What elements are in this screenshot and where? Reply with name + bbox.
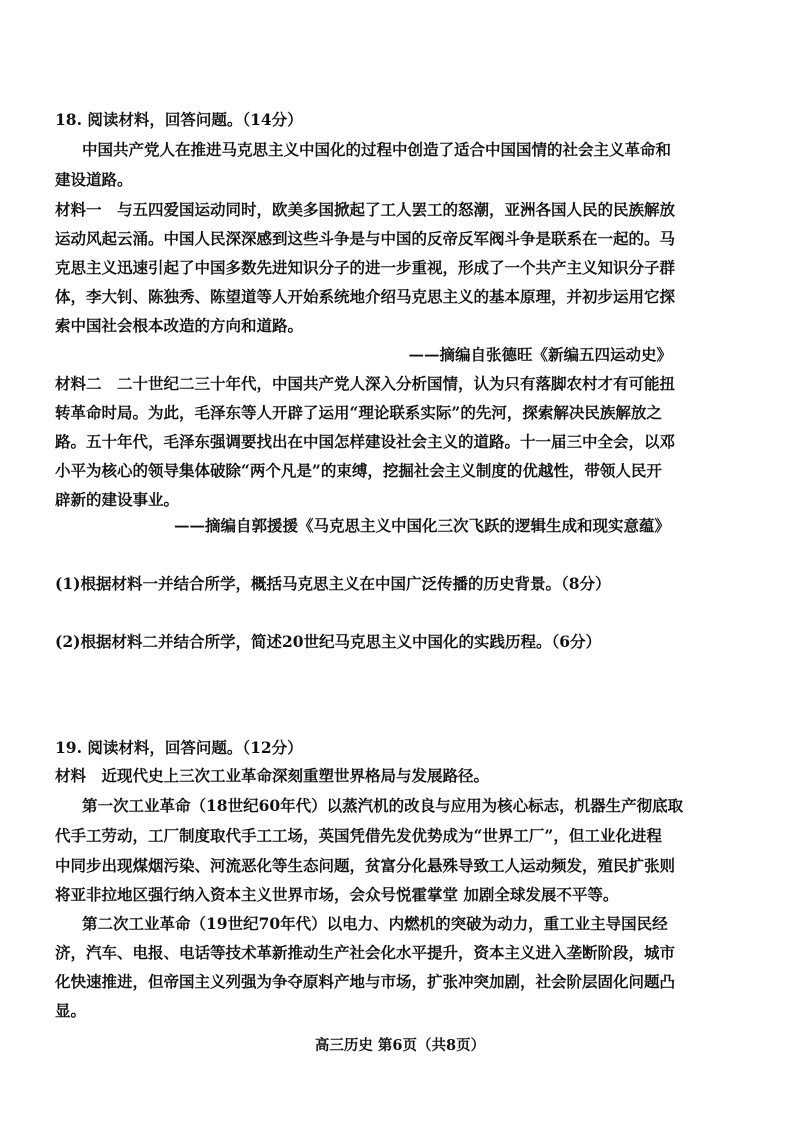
material1-line: 克思主义迅速引起了中国多数先进知识分子的进一步重视，形成了一个共产主义知识分子群 <box>55 258 676 277</box>
material2-line: 材料二 二十世纪二三十年代，中国共产党人深入分析国情，认为只有落脚农村才有可能扭 <box>55 374 676 393</box>
material1-line: 材料一 与五四爱国运动同时，欧美多国掀起了工人罢工的怒潮，亚洲各国人民的民族解放 <box>55 200 676 219</box>
material2-source: ——摘编自郭援援《马克思主义中国化三次飞跃的逻辑生成和现实意蕴》 <box>173 516 670 535</box>
q18-intro-line: 中国共产党人在推进马克思主义中国化的过程中创造了适合中国国情的社会主义革命和 <box>82 140 672 159</box>
q19-title: 19. 阅读材料，回答问题。（12分） <box>55 738 303 757</box>
material1-line: 索中国社会根本改造的方向和道路。 <box>55 316 304 335</box>
material2-line: 小平为核心的领导集体破除“两个凡是”的束缚，挖掘社会主义制度的优越性，带领人民开 <box>55 461 662 480</box>
q19-para1-line: 第一次工业革命（18世纪60年代）以蒸汽机的改良与应用为核心标志，机器生产彻底取 <box>82 796 684 815</box>
q18-title: 18. 阅读材料，回答问题。（14分） <box>55 110 303 129</box>
q19-para2-line: 第二次工业革命（19世纪70年代）以电力、内燃机的突破为动力，重工业主导国民经 <box>82 914 668 933</box>
material2-line: 转革命时局。为此，毛泽东等人开辟了运用“理论联系实际”的先河，探索解决民族解放之 <box>55 403 662 422</box>
page-footer: 高三历史 第6页（共8页） <box>314 1037 486 1054</box>
material1-line: 体，李大钊、陈独秀、陈望道等人开始系统地介绍马克思主义的基本原理，并初步运用它探 <box>55 287 676 306</box>
q19-material-intro: 材料 近现代史上三次工业革命深刻重塑世界格局与发展路径。 <box>55 766 490 785</box>
material2-line: 辟新的建设事业。 <box>55 490 180 509</box>
material2-line: 路。五十年代，毛泽东强调要找出在中国怎样建设社会主义的道路。十一届三中全会，以邓 <box>55 432 676 451</box>
material1-line: 运动风起云涌。中国人民深深感到这些斗争是与中国的反帝反军阀斗争是联系在一起的。马 <box>55 229 676 248</box>
q18-intro-line: 建设道路。 <box>55 170 133 189</box>
q19-para2-line: 显。 <box>55 1001 87 1020</box>
q19-para1-line: 将亚非拉地区强行纳入资本主义世界市场，会众号悦霍掌堂 加剧全球发展不平等。 <box>55 885 619 904</box>
q19-para2-line: 化快速推进，但帝国主义列强为争夺原料产地与市场，扩张冲突加剧，社会阶层固化问题凸 <box>55 972 676 991</box>
q19-para2-line: 济，汽车、电报、电话等技术革新推动生产社会化水平提升，资本主义进入垄断阶段，城市 <box>55 943 676 962</box>
material1-source: ——摘编自张德旺《新编五四运动史》 <box>408 345 672 364</box>
q19-para1-line: 代手工劳动，工厂制度取代手工工场，英国凭借先发优势成为“世界工厂”，但工业化进程 <box>55 826 662 845</box>
q18-question-1: (1)根据材料一并结合所学，概括马克思主义在中国广泛传播的历史背景。（8分） <box>55 574 611 593</box>
q19-para1-line: 中同步出现煤烟污染、河流恶化等生态问题，贫富分化悬殊导致工人运动频发，殖民扩张则 <box>55 856 676 875</box>
q18-question-2: (2)根据材料二并结合所学，简述20世纪马克思主义中国化的实践历程。（6分） <box>55 632 602 651</box>
